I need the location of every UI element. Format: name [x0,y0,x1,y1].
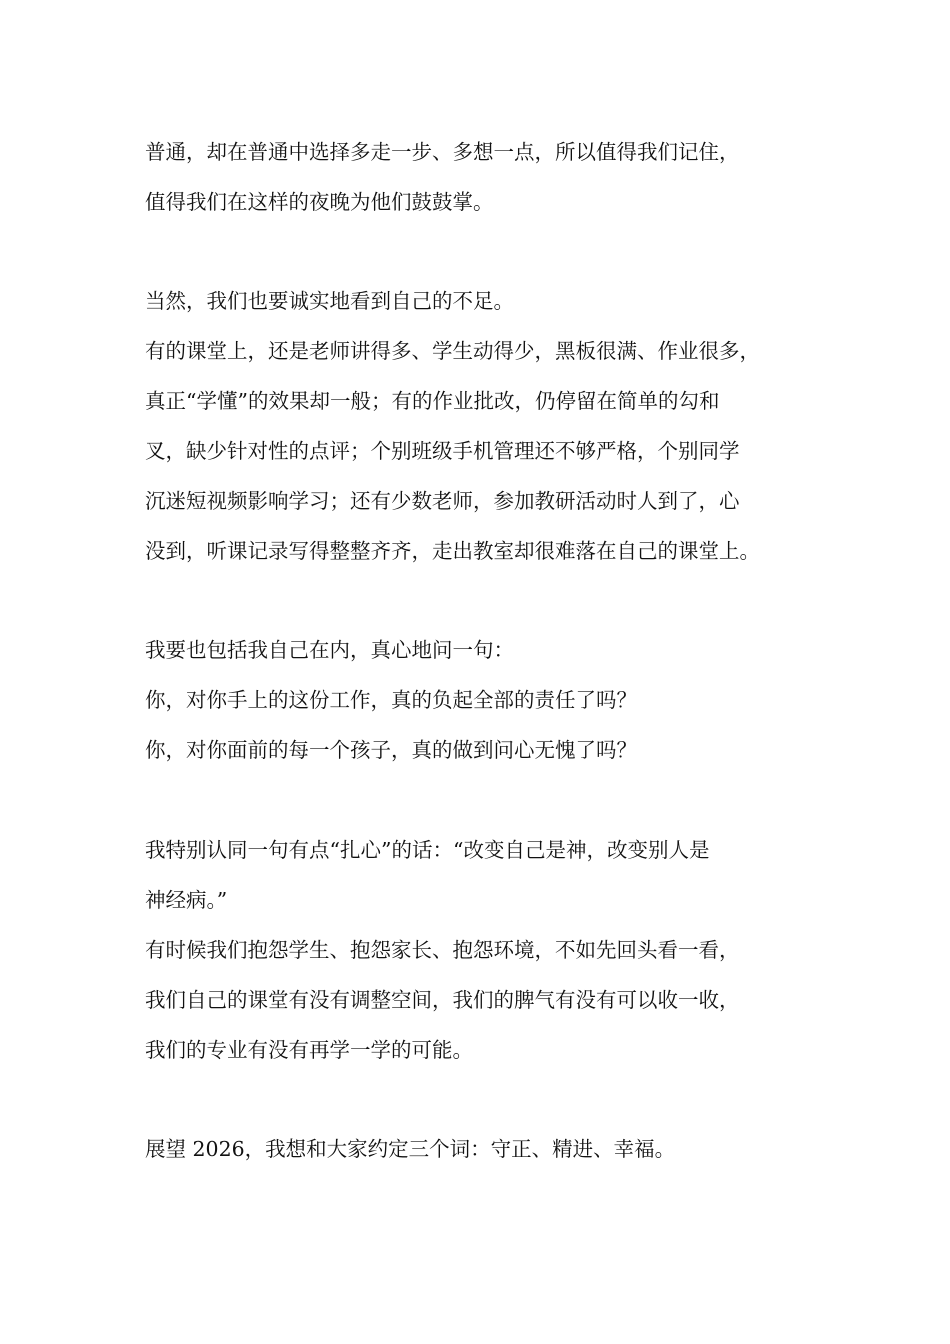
text-line: 你，对你手上的这份工作，真的负起全部的责任了吗？ [145,688,637,712]
text-line: 展望 2026，我想和大家约定三个词：守正、精进、幸福。 [145,1137,676,1161]
text-line: 我要也包括我自己在内，真心地问一句： [145,638,514,662]
text-line: 你，对你面前的每一个孩子，真的做到问心无愧了吗？ [145,738,637,762]
text-line: 真正“学懂”的效果却一般；有的作业批改，仍停留在简单的勾和 [145,389,720,413]
text-line: 我们的专业有没有再学一学的可能。 [145,1038,473,1062]
text-line: 没到，听课记录写得整整齐齐，走出教室却很难落在自己的课堂上。 [145,539,760,563]
text-line: 有时候我们抱怨学生、抱怨家长、抱怨环境，不如先回头看一看， [145,938,740,962]
text-line: 叉，缺少针对性的点评；个别班级手机管理还不够严格，个别同学 [145,439,740,463]
text-line: 我特别认同一句有点“扎心”的话：“改变自己是神，改变别人是 [145,838,710,862]
text-line: 普通，却在普通中选择多走一步、多想一点，所以值得我们记住， [145,140,740,164]
text-line: 神经病。” [145,888,228,912]
text-line: 我们自己的课堂有没有调整空间，我们的脾气有没有可以收一收， [145,988,740,1012]
text-line: 沉迷短视频影响学习；还有少数老师，参加教研活动时人到了，心 [145,489,740,513]
text-line: 值得我们在这样的夜晚为他们鼓鼓掌。 [145,190,494,214]
text-line: 有的课堂上，还是老师讲得多、学生动得少，黑板很满、作业很多， [145,339,760,363]
text-line: 当然，我们也要诚实地看到自己的不足。 [145,289,514,313]
